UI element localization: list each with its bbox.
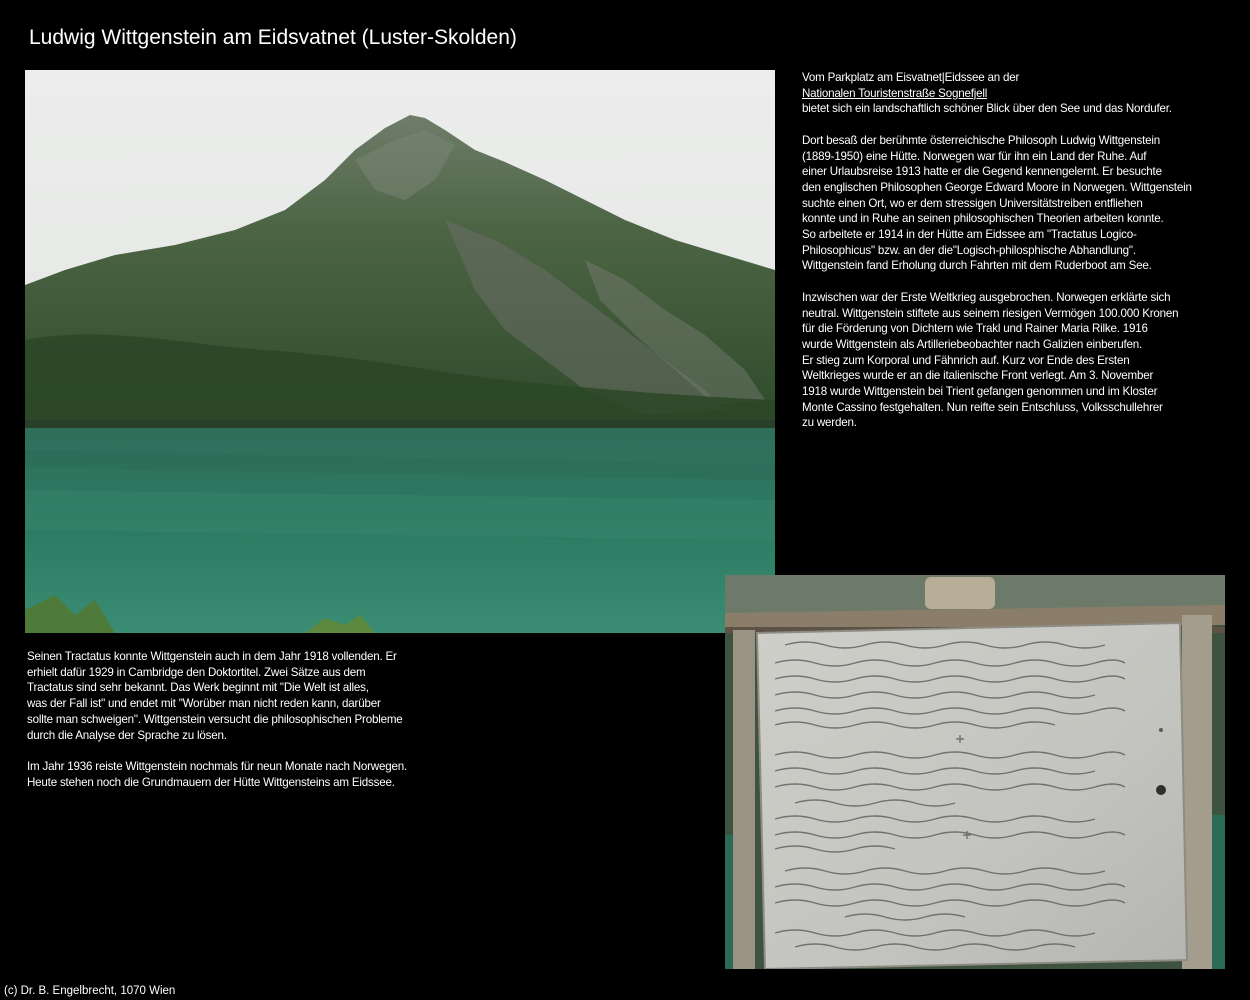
hut-paragraph: Dort besaß der berühmte österreichische Philosoph Ludwig Wittgenstein (1889-1950) eine Hütte. Norwegen war für ihn ein Land der Ruhe. Auf einer Urlaubsreise 1913 hatte er die Gegend kennengelernt. Er besuchte den englischen Philosophen George Edward Moore in Norwegen. Wittgenstein suchte einen Ort, wo er dem stressigen Universitätstreiben entfliehen konnte und in Ruhe an seinen philosophischen Theorien arbeiten konnte. So arbeitete er 1914 in der Hütte am Eidssee am "Tractatus Logico- Philosophicus" bzw. an der die"Logisch-philosphische Abhandlung". Wittgenstein fand Erholung durch Fahrten mit dem Ruderboot am See. xyxy=(802,133,1192,273)
touristenstrasse-link[interactable]: Nationalen Touristenstraße Sognefjell xyxy=(802,86,988,100)
intro-line: Vom Parkplatz am Eisvatnet|Eidssee an der xyxy=(802,71,1020,84)
return-paragraph: Im Jahr 1936 reiste Wittgenstein nochmals für neun Monate nach Norwegen. Heute stehen noch die Grundmauern der Hütte Wittgensteins am Eidssee. xyxy=(27,759,407,789)
intro-paragraph xyxy=(802,70,1232,117)
right-text-column xyxy=(802,70,1232,447)
page-title: Ludwig Wittgenstein am Eidsvatnet (Luster-Skolden) xyxy=(29,26,517,49)
memorial-sign-photo xyxy=(725,575,1225,969)
war-paragraph: Inzwischen war der Erste Weltkrieg ausgebrochen. Norwegen erklärte sich neutral. Wittgenstein stiftete aus seinem riesigen Vermögen 100.000 Kronen für die Förderung von Dichtern wie Trakl und Rainer Maria Rilke. 1916 wurde Wittgenstein als Artilleriebeobachter nach Galizien einberufen. Er stieg zum Korporal und Fähnrich auf. Kurz vor Ende des Ersten Weltkrieges wurde er an die italienische Front verlegt. Am 3. November 1918 wurde Wittgenstein bei Trient gefangen genommen und im Kloster Monte Cassino festgehalten. Nun reifte sein Entschluss, Volksschullehrer zu werden. xyxy=(802,290,1179,430)
left-text-column xyxy=(27,649,457,806)
copyright-footer: (c) Dr. B. Engelbrecht, 1070 Wien xyxy=(4,985,176,997)
intro-line: bietet sich ein landschaftlich schöner Blick über den See und das Nordufer. xyxy=(802,102,1172,116)
tractatus-paragraph: Seinen Tractatus konnte Wittgenstein auch in dem Jahr 1918 vollenden. Er erhielt dafür 1929 in Cambridge den Doktortitel. Zwei Sätze aus dem Tractatus sind sehr bekannt. Das Werk beginnt mit "Die Welt ist alles, was der Fall ist" und endet mit "Worüber man nicht reden kann, darüber sollte man schweigen". Wittgenstein versucht die philosophischen Probleme durch die Analyse der Sprache zu lösen. xyxy=(27,650,403,742)
lake-mountain-photo xyxy=(25,70,775,633)
